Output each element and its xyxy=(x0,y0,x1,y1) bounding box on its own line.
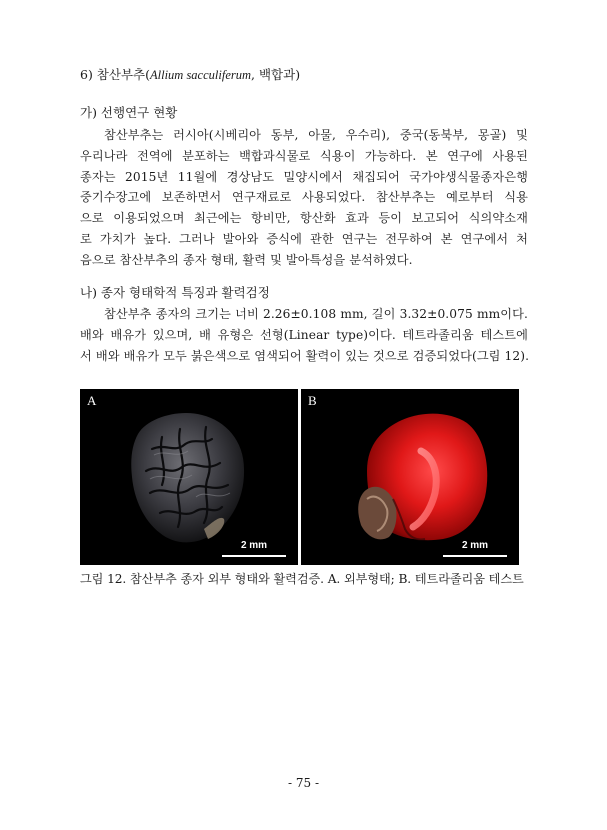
paragraph-seed-morphology xyxy=(80,304,528,366)
scale-bar-a xyxy=(222,555,286,557)
section-heading xyxy=(80,66,300,84)
scale-bar-label-b: 2 mm xyxy=(461,540,489,551)
paragraph-line: 종자는 2015년 11월에 경상남도 밀양시에서 채집되어 국가야생식물종자은행 xyxy=(80,169,528,184)
paragraph-line: 우리나라 전역에 분포하는 백합과식물로 식용이 가능하다. 본 연구에 사용된 xyxy=(80,148,528,163)
scientific-name: Allium sacculiferum xyxy=(149,68,252,82)
paragraph-line: 으로 이용되었으며 최근에는 항비만, 항산화 효과 등이 보고되어 식의약소재 xyxy=(80,211,528,226)
paragraph-line: 로 가치가 높다. 그러나 발아와 증식에 관한 연구는 전무하여 본 연구에서 처 xyxy=(80,231,528,246)
tetrazolium-stained-image xyxy=(301,389,519,565)
paragraph-line: 참산부추 종자의 크기는 너비 2.26±0.108 mm, 길이 3.32±0.075 mm이다. xyxy=(104,307,528,321)
heading-prefix: 6) 참산부추( xyxy=(80,67,150,82)
figure-panel-b xyxy=(301,389,519,565)
paragraph-line: 배와 배유가 있으며, 배 유형은 선형(Linear type)이다. 테트라졸리움 테스트에 xyxy=(80,327,528,342)
paragraph-prior-research xyxy=(80,125,528,271)
paragraph-line: 참산부추는 러시아(시베리아 동부, 아물, 우수리), 중국(동북부, 몽골) 및 xyxy=(104,128,528,142)
subsection-b-title: 나) 종자 형태학적 특징과 활력검정 xyxy=(80,285,270,300)
paragraph-line: 중기수장고에 보존하면서 연구재료로 사용되었다. 참산부추는 예로부터 식용 xyxy=(80,190,528,205)
figure-panel-a xyxy=(80,389,298,565)
heading-suffix: , 백합과) xyxy=(251,67,301,82)
figure-caption: 그림 12. 참산부추 종자 외부 형태와 활력검증. A. 외부형태; B. 테트라졸리움 테스트 xyxy=(80,572,524,586)
seed-external-image xyxy=(80,389,298,565)
panel-b-label: B xyxy=(308,393,317,408)
paragraph-line: 서 배와 배유가 모두 붉은색으로 염색되어 활력이 있는 것으로 검증되었다(그림 12). xyxy=(80,348,530,363)
scale-bar-b xyxy=(443,555,507,557)
page-number: - 75 - xyxy=(287,776,319,790)
paragraph-line: 음으로 참산부추의 종자 형태, 활력 및 발아특성을 분석하였다. xyxy=(80,252,413,267)
scale-bar-label-a: 2 mm xyxy=(240,540,268,551)
panel-a-label: A xyxy=(87,393,97,408)
subsection-a-title: 가) 선행연구 현황 xyxy=(80,105,178,120)
